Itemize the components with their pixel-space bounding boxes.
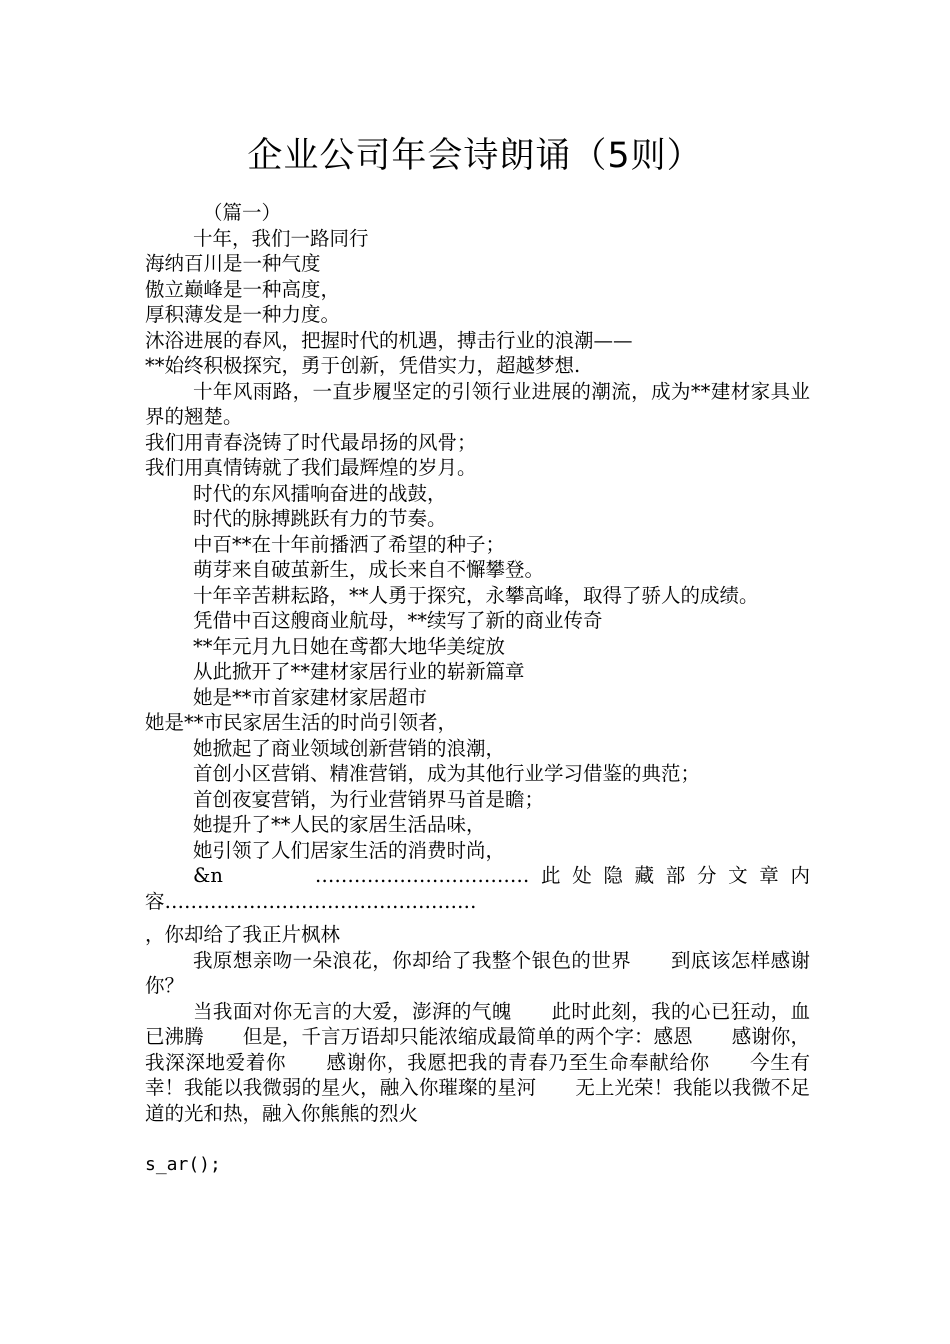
poem-line: **年元月九日她在鸢都大地华美绽放: [193, 634, 506, 658]
poem-line: 中百**在十年前播洒了希望的种子；: [193, 532, 506, 556]
script-text: s_ar();: [145, 1153, 221, 1175]
poem-line: 时代的东风擂响奋进的战鼓，: [193, 481, 447, 505]
poem-line: 凭借中百这艘商业航母，**续写了新的商业传奇: [193, 609, 603, 632]
poem-line: 十年，我们一路同行: [193, 226, 369, 250]
poem-line: 她提升了**人民的家居生活品味，: [193, 813, 486, 836]
hidden-content-notice: &n ……………………………此处隐藏部分文章内容…………………………………………: [145, 864, 810, 913]
document-title: 企业公司年会诗朗诵（5则）: [247, 136, 703, 176]
poem-paragraph: 十年风雨路，一直步履坚定的引领行业进展的潮流，成为**建材家具业界的翘楚。: [145, 379, 810, 428]
poem-line: 我们用真情铸就了我们最辉煌的岁月。: [145, 456, 477, 479]
section-label: （篇一）: [203, 201, 282, 224]
poem-line: 她是**市首家建材家居超市: [193, 685, 428, 709]
poem-line: ，你却给了我正片枫林: [145, 923, 341, 946]
poem-line: 她是**市民家居生活的时尚引领者，: [145, 711, 458, 734]
poem-line: 海纳百川是一种气度: [145, 252, 321, 275]
poem-line: 她掀起了商业领域创新营销的浪潮，: [193, 736, 506, 760]
poem-line: **始终积极探究，勇于创新，凭借实力，超越梦想.: [145, 354, 581, 377]
blank-line: [145, 1126, 810, 1152]
poem-line: 她引领了人们居家生活的消费时尚，: [193, 838, 506, 862]
poem-line: 厚积薄发是一种力度。: [145, 303, 341, 326]
poem-line: 我们用青春浇铸了时代最昂扬的风骨；: [145, 430, 477, 454]
poem-line: 沐浴进展的春风，把握时代的机遇，搏击行业的浪潮——: [145, 328, 633, 352]
poem-paragraph: 当我面对你无言的大爱，澎湃的气魄 此时此刻，我的心已狂动，血已沸腾 但是，千言万语却只能浓缩成最简单的两个字：感恩 感谢你，我深深地爱着你 感谢你，我愿把我的青春乃至生命奉献给你 今生有幸！我能以我微弱的星火，融入你璀璨的星河 无上光荣！我能以我微不足道的光和热，融入你熊熊的烈火: [145, 999, 810, 1125]
poem-line: 傲立巅峰是一种高度，: [145, 277, 341, 301]
poem-line: 首创小区营销、精准营销，成为其他行业学习借鉴的典范；: [193, 762, 701, 785]
poem-line: 首创夜宴营销，为行业营销界马首是瞻；: [193, 787, 545, 811]
poem-line: 萌芽来自破茧新生，成长来自不懈攀登。: [193, 558, 545, 581]
poem-body: [145, 200, 810, 1177]
poem-line: 时代的脉搏跳跃有力的节奏。: [193, 507, 447, 530]
poem-paragraph: 我原想亲吻一朵浪花，你却给了我整个银色的世界 到底该怎样感谢你？: [145, 948, 810, 997]
poem-paragraph: 十年辛苦耕耘路，**人勇于探究，永攀高峰，取得了骄人的成绩。: [193, 583, 759, 607]
poem-line: 从此掀开了**建材家居行业的崭新篇章: [193, 660, 525, 683]
